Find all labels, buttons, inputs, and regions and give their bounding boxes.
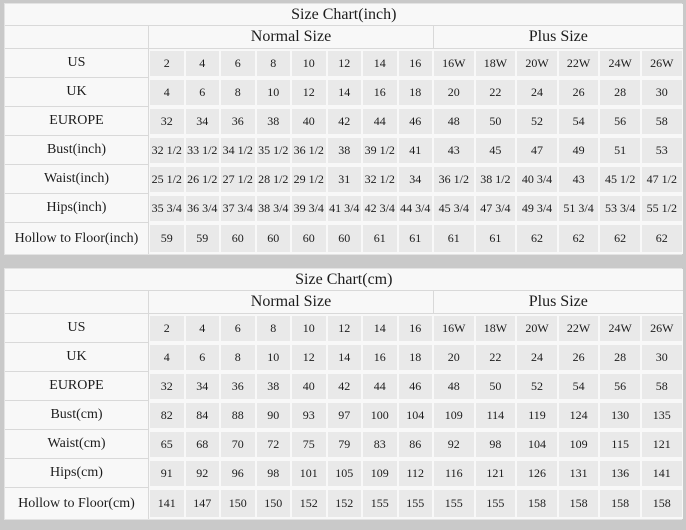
size-cell: 39 3/4: [291, 194, 327, 223]
size-cell: 34: [398, 165, 434, 194]
size-cell: 35 1/2: [256, 136, 292, 165]
size-cell: 32 1/2: [362, 165, 398, 194]
size-cell: 97: [327, 401, 363, 430]
size-cell: 10: [291, 49, 327, 78]
size-cell: 70: [220, 430, 256, 459]
label-column-spacer: [5, 291, 149, 314]
size-cell: 92: [433, 430, 475, 459]
size-cell: 8: [256, 49, 292, 78]
size-cell: 36 1/2: [433, 165, 475, 194]
size-cell: 155: [362, 488, 398, 519]
size-cell: 41 3/4: [327, 194, 363, 223]
size-cell: 36: [220, 372, 256, 401]
size-cell: 54: [558, 372, 600, 401]
size-cell: 152: [327, 488, 363, 519]
size-cell: 8: [220, 343, 256, 372]
size-cell: 47: [516, 136, 558, 165]
size-cell: 62: [599, 223, 641, 254]
size-table-cm: [5, 269, 683, 519]
size-cell: 6: [185, 78, 221, 107]
size-cell: 37 3/4: [220, 194, 256, 223]
size-cell: 26 1/2: [185, 165, 221, 194]
size-cell: 114: [475, 401, 517, 430]
size-cell: 14: [362, 314, 398, 343]
size-cell: 50: [475, 107, 517, 136]
size-cell: 109: [558, 430, 600, 459]
size-cell: 28 1/2: [256, 165, 292, 194]
size-cell: 88: [220, 401, 256, 430]
size-cell: 59: [185, 223, 221, 254]
size-cell: 12: [291, 78, 327, 107]
size-cell: 42: [327, 107, 363, 136]
row-label: US: [5, 314, 149, 343]
size-cell: 38: [256, 107, 292, 136]
size-cell: 58: [641, 372, 683, 401]
size-cell: 65: [149, 430, 185, 459]
size-cell: 40: [291, 372, 327, 401]
size-cell: 12: [291, 343, 327, 372]
size-cell: 18W: [475, 49, 517, 78]
size-cell: 109: [433, 401, 475, 430]
row-label: Hollow to Floor(cm): [5, 488, 149, 519]
size-cell: 38: [327, 136, 363, 165]
size-cell: 41: [398, 136, 434, 165]
size-cell: 12: [327, 49, 363, 78]
size-cell: 62: [558, 223, 600, 254]
table-row: [5, 165, 683, 194]
size-cell: 147: [185, 488, 221, 519]
size-cell: 116: [433, 459, 475, 488]
size-cell: 20W: [516, 314, 558, 343]
size-cell: 6: [220, 49, 256, 78]
size-cell: 10: [256, 78, 292, 107]
size-cell: 36 3/4: [185, 194, 221, 223]
size-cell: 18: [398, 78, 434, 107]
size-cell: 152: [291, 488, 327, 519]
size-cell: 40: [291, 107, 327, 136]
size-cell: 4: [185, 49, 221, 78]
table-row: [5, 488, 683, 519]
size-cell: 24: [516, 78, 558, 107]
size-cell: 43: [558, 165, 600, 194]
size-cell: 43: [433, 136, 475, 165]
size-cell: 36: [220, 107, 256, 136]
size-cell: 56: [599, 372, 641, 401]
size-cell: 16W: [433, 49, 475, 78]
size-cell: 155: [433, 488, 475, 519]
size-cell: 6: [220, 314, 256, 343]
size-cell: 68: [185, 430, 221, 459]
size-cell: 83: [362, 430, 398, 459]
size-cell: 61: [362, 223, 398, 254]
size-cell: 105: [327, 459, 363, 488]
size-cell: 46: [398, 107, 434, 136]
size-cell: 24: [516, 343, 558, 372]
row-label: EUROPE: [5, 107, 149, 136]
size-cell: 40 3/4: [516, 165, 558, 194]
size-cell: 28: [599, 343, 641, 372]
title-row: [5, 4, 683, 26]
label-column-spacer: [5, 26, 149, 49]
size-cell: 141: [149, 488, 185, 519]
size-cell: 98: [256, 459, 292, 488]
size-cell: 136: [599, 459, 641, 488]
size-cell: 44: [362, 372, 398, 401]
group-header-row: [5, 26, 683, 49]
size-cell: 60: [220, 223, 256, 254]
size-cell: 119: [516, 401, 558, 430]
size-cell: 158: [516, 488, 558, 519]
size-cell: 158: [558, 488, 600, 519]
size-cell: 98: [475, 430, 517, 459]
size-cell: 6: [185, 343, 221, 372]
table-row: [5, 372, 683, 401]
size-cell: 47 1/2: [641, 165, 683, 194]
table-row: [5, 107, 683, 136]
size-cell: 72: [256, 430, 292, 459]
size-cell: 49 3/4: [516, 194, 558, 223]
size-cell: 18: [398, 343, 434, 372]
size-cell: 56: [599, 107, 641, 136]
size-cell: 158: [599, 488, 641, 519]
size-cell: 14: [362, 49, 398, 78]
row-label: Waist(inch): [5, 165, 149, 194]
size-cell: 58: [641, 107, 683, 136]
size-cell: 121: [475, 459, 517, 488]
size-cell: 4: [149, 343, 185, 372]
size-cell: 45: [475, 136, 517, 165]
row-label: Hollow to Floor(inch): [5, 223, 149, 254]
table-row: [5, 343, 683, 372]
size-cell: 75: [291, 430, 327, 459]
table-row: [5, 314, 683, 343]
size-cell: 33 1/2: [185, 136, 221, 165]
size-cell: 44 3/4: [398, 194, 434, 223]
size-cell: 50: [475, 372, 517, 401]
size-cell: 36 1/2: [291, 136, 327, 165]
size-cell: 31: [327, 165, 363, 194]
table-row: [5, 49, 683, 78]
size-cell: 155: [398, 488, 434, 519]
size-cell: 54: [558, 107, 600, 136]
size-cell: 92: [185, 459, 221, 488]
table-title: Size Chart(inch): [5, 4, 683, 26]
size-cell: 52: [516, 107, 558, 136]
size-cell: 18W: [475, 314, 517, 343]
size-cell: 34: [185, 372, 221, 401]
size-cell: 131: [558, 459, 600, 488]
size-cell: 24W: [599, 314, 641, 343]
size-cell: 22W: [558, 49, 600, 78]
size-cell: 34 1/2: [220, 136, 256, 165]
size-cell: 27 1/2: [220, 165, 256, 194]
size-cell: 48: [433, 107, 475, 136]
size-cell: 62: [516, 223, 558, 254]
group-header-normal: Normal Size: [149, 26, 433, 49]
size-cell: 29 1/2: [291, 165, 327, 194]
size-cell: 35 3/4: [149, 194, 185, 223]
size-cell: 90: [256, 401, 292, 430]
size-cell: 82: [149, 401, 185, 430]
size-cell: 141: [641, 459, 683, 488]
size-cell: 28: [599, 78, 641, 107]
size-cell: 26: [558, 343, 600, 372]
size-cell: 48: [433, 372, 475, 401]
size-cell: 8: [256, 314, 292, 343]
row-label: Waist(cm): [5, 430, 149, 459]
size-cell: 22W: [558, 314, 600, 343]
size-cell: 84: [185, 401, 221, 430]
size-cell: 91: [149, 459, 185, 488]
row-label: UK: [5, 343, 149, 372]
size-cell: 100: [362, 401, 398, 430]
size-cell: 52: [516, 372, 558, 401]
size-cell: 4: [149, 78, 185, 107]
size-cell: 51: [599, 136, 641, 165]
row-label: Bust(cm): [5, 401, 149, 430]
size-cell: 53 3/4: [599, 194, 641, 223]
size-cell: 104: [398, 401, 434, 430]
size-cell: 4: [185, 314, 221, 343]
row-label: Hips(inch): [5, 194, 149, 223]
size-cell: 38: [256, 372, 292, 401]
size-cell: 46: [398, 372, 434, 401]
size-cell: 20: [433, 78, 475, 107]
size-cell: 10: [256, 343, 292, 372]
size-cell: 45 1/2: [599, 165, 641, 194]
size-cell: 104: [516, 430, 558, 459]
table-row: [5, 136, 683, 165]
size-cell: 42 3/4: [362, 194, 398, 223]
size-cell: 86: [398, 430, 434, 459]
size-cell: 30: [641, 343, 683, 372]
table-row: [5, 459, 683, 488]
size-cell: 20: [433, 343, 475, 372]
row-label: EUROPE: [5, 372, 149, 401]
size-cell: 10: [291, 314, 327, 343]
size-cell: 14: [327, 343, 363, 372]
size-cell: 135: [641, 401, 683, 430]
size-cell: 150: [220, 488, 256, 519]
table-row: [5, 401, 683, 430]
size-cell: 130: [599, 401, 641, 430]
size-cell: 39 1/2: [362, 136, 398, 165]
size-cell: 60: [291, 223, 327, 254]
table-row: [5, 223, 683, 254]
size-cell: 32: [149, 372, 185, 401]
size-cell: 32 1/2: [149, 136, 185, 165]
size-cell: 93: [291, 401, 327, 430]
size-cell: 16: [398, 49, 434, 78]
size-cell: 124: [558, 401, 600, 430]
table-row: [5, 78, 683, 107]
size-cell: 26W: [641, 49, 683, 78]
size-cell: 109: [362, 459, 398, 488]
size-cell: 61: [433, 223, 475, 254]
size-cell: 26W: [641, 314, 683, 343]
size-cell: 126: [516, 459, 558, 488]
size-cell: 16W: [433, 314, 475, 343]
size-cell: 150: [256, 488, 292, 519]
size-cell: 34: [185, 107, 221, 136]
row-label: Bust(inch): [5, 136, 149, 165]
size-cell: 25 1/2: [149, 165, 185, 194]
size-cell: 61: [475, 223, 517, 254]
table-title: Size Chart(cm): [5, 269, 683, 291]
size-cell: 96: [220, 459, 256, 488]
size-cell: 16: [362, 343, 398, 372]
group-header-plus: Plus Size: [433, 26, 683, 49]
size-cell: 60: [256, 223, 292, 254]
size-cell: 16: [362, 78, 398, 107]
size-cell: 59: [149, 223, 185, 254]
size-cell: 22: [475, 78, 517, 107]
size-cell: 24W: [599, 49, 641, 78]
size-cell: 44: [362, 107, 398, 136]
size-cell: 8: [220, 78, 256, 107]
row-label: UK: [5, 78, 149, 107]
size-cell: 49: [558, 136, 600, 165]
table-row: [5, 194, 683, 223]
size-cell: 121: [641, 430, 683, 459]
size-cell: 61: [398, 223, 434, 254]
size-cell: 55 1/2: [641, 194, 683, 223]
size-cell: 112: [398, 459, 434, 488]
size-chart-card-inch: [4, 3, 682, 255]
size-cell: 42: [327, 372, 363, 401]
size-cell: 2: [149, 314, 185, 343]
size-cell: 53: [641, 136, 683, 165]
size-cell: 115: [599, 430, 641, 459]
size-cell: 38 3/4: [256, 194, 292, 223]
group-header-normal: Normal Size: [149, 291, 433, 314]
group-header-row: [5, 291, 683, 314]
size-cell: 12: [327, 314, 363, 343]
size-cell: 155: [475, 488, 517, 519]
size-cell: 14: [327, 78, 363, 107]
size-table-inch: [5, 4, 683, 254]
size-cell: 158: [641, 488, 683, 519]
size-cell: 79: [327, 430, 363, 459]
size-cell: 16: [398, 314, 434, 343]
size-cell: 38 1/2: [475, 165, 517, 194]
size-cell: 20W: [516, 49, 558, 78]
group-header-plus: Plus Size: [433, 291, 683, 314]
size-cell: 51 3/4: [558, 194, 600, 223]
size-cell: 60: [327, 223, 363, 254]
size-cell: 30: [641, 78, 683, 107]
size-cell: 45 3/4: [433, 194, 475, 223]
table-row: [5, 430, 683, 459]
title-row: [5, 269, 683, 291]
size-cell: 26: [558, 78, 600, 107]
size-cell: 101: [291, 459, 327, 488]
size-chart-card-cm: [4, 268, 682, 520]
size-cell: 2: [149, 49, 185, 78]
size-cell: 62: [641, 223, 683, 254]
row-label: Hips(cm): [5, 459, 149, 488]
size-cell: 22: [475, 343, 517, 372]
size-cell: 47 3/4: [475, 194, 517, 223]
row-label: US: [5, 49, 149, 78]
size-cell: 32: [149, 107, 185, 136]
